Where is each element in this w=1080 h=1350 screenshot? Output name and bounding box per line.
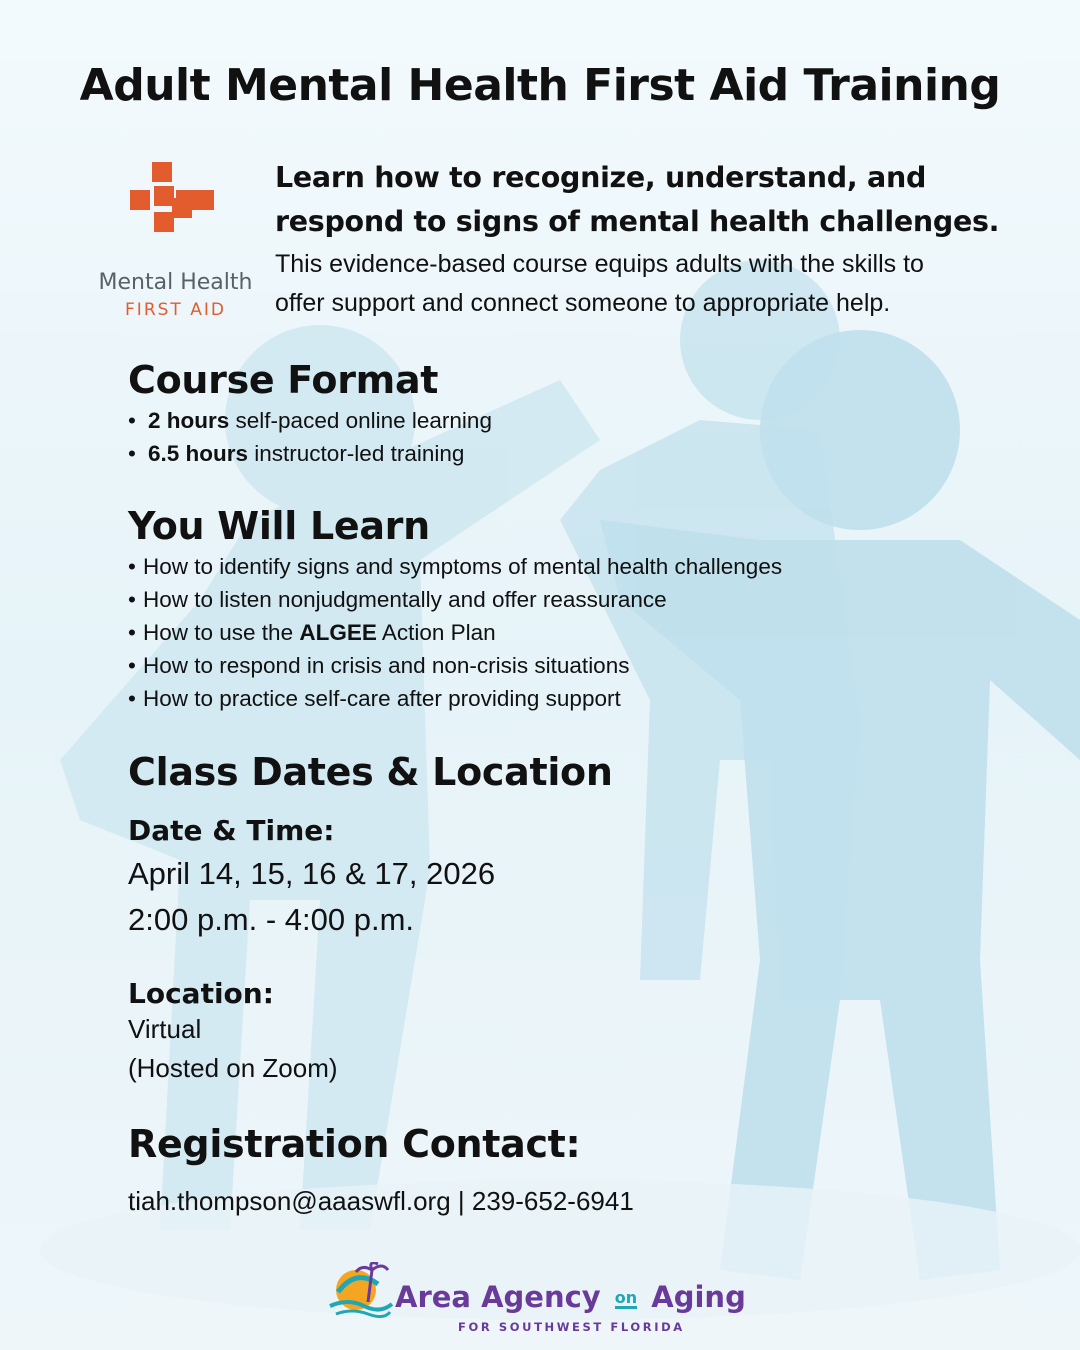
registration-heading: Registration Contact: xyxy=(128,1122,581,1166)
list-item: • How to listen nonjudgmentally and offer reassurance xyxy=(128,587,667,612)
course-format-heading: Course Format xyxy=(128,358,439,402)
list-item: • 2 hours self-paced online learning xyxy=(128,408,492,433)
you-will-learn-list xyxy=(128,550,782,715)
agency-subtitle: FOR SOUTHWEST FLORIDA xyxy=(458,1320,685,1334)
intro-body xyxy=(275,245,1055,323)
class-time: 2:00 p.m. - 4:00 p.m. xyxy=(128,902,415,937)
intro-lead-line1: Learn how to recognize, understand, and xyxy=(275,161,927,194)
course-format-list xyxy=(128,404,492,470)
logo-name-line1: Mental Health xyxy=(98,270,253,295)
list-item: • How to use the ALGEE Action Plan xyxy=(128,620,496,645)
class-dates: April 14, 15, 16 & 17, 2026 xyxy=(128,856,496,891)
page-title: Adult Mental Health First Aid Training xyxy=(79,60,1001,111)
contact-email[interactable]: tiah.thompson@aaaswfl.org xyxy=(128,1186,451,1216)
intro-lead-line2: respond to signs of mental health challenges. xyxy=(275,205,1000,238)
list-item: • 6.5 hours instructor-led training xyxy=(128,441,465,466)
orange-cross-icon xyxy=(130,158,218,248)
class-dates-heading: Class Dates & Location xyxy=(128,750,613,794)
contact-phone[interactable]: 239-652-6941 xyxy=(471,1186,634,1216)
list-item: • How to practice self-care after providing support xyxy=(128,686,621,711)
location-label: Location: xyxy=(128,977,274,1010)
agency-name: Area Agency on Aging xyxy=(395,1280,746,1314)
registration-contact xyxy=(128,1186,634,1217)
mental-health-first-aid-logo xyxy=(88,158,263,328)
intro-lead xyxy=(275,156,1035,244)
area-agency-on-aging-logo xyxy=(328,1262,768,1338)
intro-body-line2: offer support and connect someone to appropriate help. xyxy=(275,289,891,317)
list-item: • How to identify signs and symptoms of mental health challenges xyxy=(128,554,783,579)
location-value: Virtual xyxy=(128,1014,202,1044)
location-note: (Hosted on Zoom) xyxy=(128,1053,338,1083)
you-will-learn-heading: You Will Learn xyxy=(128,504,430,548)
contact-separator: | xyxy=(450,1186,472,1216)
list-item: • How to respond in crisis and non-crisis situations xyxy=(128,653,630,678)
intro-body-line1: This evidence-based course equips adults with the skills to xyxy=(275,250,924,278)
logo-name-line2: FIRST AID xyxy=(125,300,226,320)
palm-sunset-icon xyxy=(328,1262,394,1322)
date-time-label: Date & Time: xyxy=(128,814,335,847)
